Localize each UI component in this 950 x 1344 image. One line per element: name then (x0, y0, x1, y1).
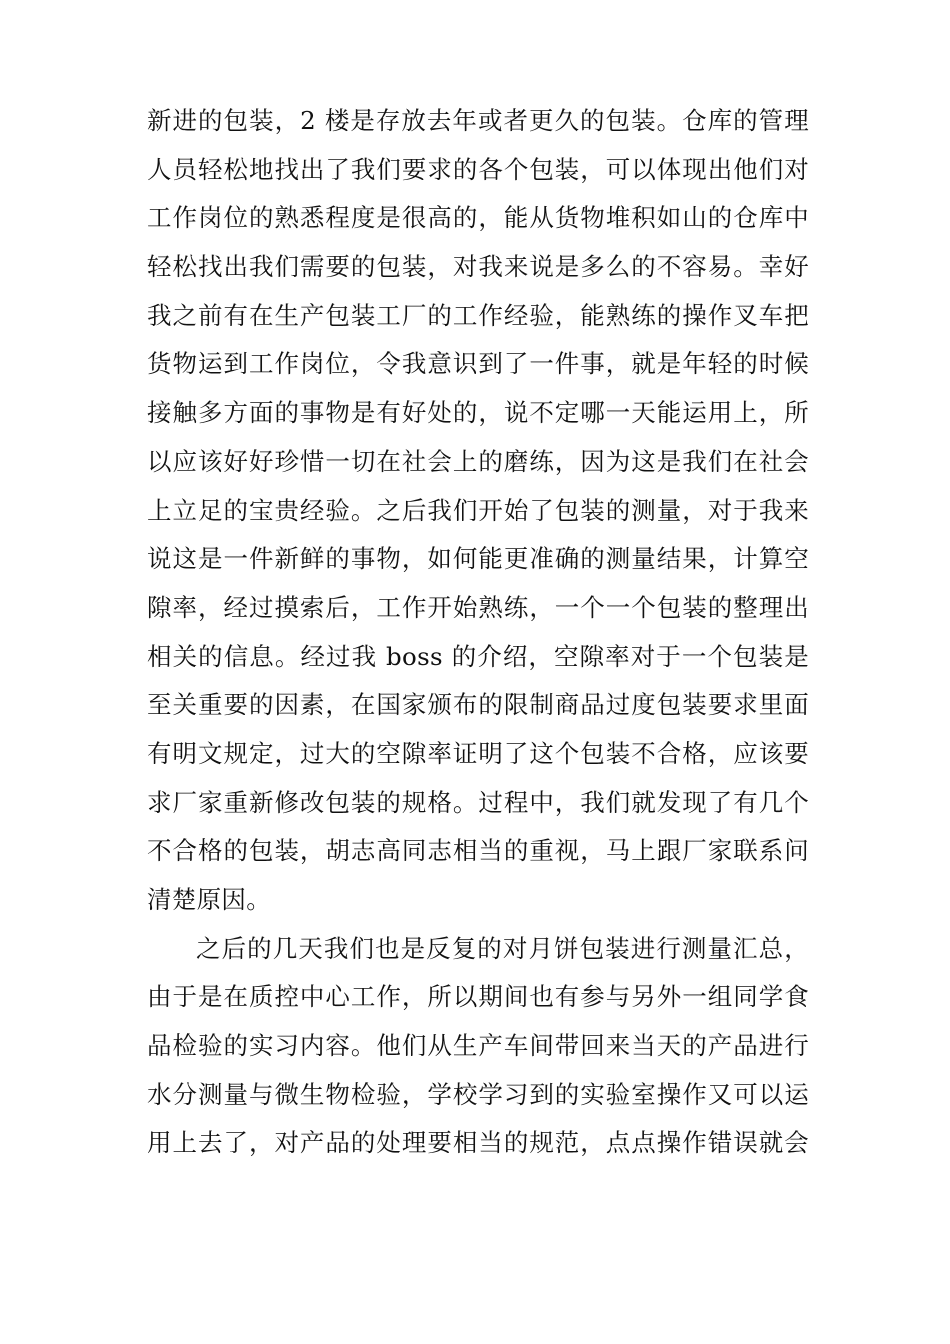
paragraph-2 (147, 925, 809, 1168)
text-line: 隙率，经过摸索后，工作开始熟练，一个一个包装的整理出 (147, 592, 809, 622)
text-line: 之后的几天我们也是反复的对月饼包装进行测量汇总， (196, 933, 809, 963)
text-line: 求厂家重新修改包装的规格。过程中，我们就发现了有几个 (147, 787, 809, 817)
text-line: 至关重要的因素，在国家颁布的限制商品过度包装要求里面 (147, 690, 809, 720)
text-line: 说这是一件新鲜的事物，如何能更准确的测量结果，计算空 (147, 544, 809, 574)
text-line: 上立足的宝贵经验。之后我们开始了包装的测量，对于我来 (147, 495, 809, 525)
text-line: 品检验的实习内容。他们从生产车间带回来当天的产品进行 (147, 1031, 809, 1061)
text-line: 货物运到工作岗位，令我意识到了一件事，就是年轻的时候 (147, 349, 809, 379)
text-line: 轻松找出我们需要的包装，对我来说是多么的不容易。幸好 (147, 252, 809, 282)
text-line: 工作岗位的熟悉程度是很高的，能从货物堆积如山的仓库中 (147, 203, 809, 233)
text-line: 不合格的包装，胡志高同志相当的重视，马上跟厂家联系问 (147, 836, 809, 866)
text-line: 清楚原因。 (147, 885, 271, 914)
text-line: 由于是在质控中心工作，所以期间也有参与另外一组同学食 (147, 982, 809, 1012)
text-line: 有明文规定，过大的空隙率证明了这个包装不合格，应该要 (147, 738, 809, 768)
paragraph-1 (147, 97, 809, 925)
text-line: 用上去了，对产品的处理要相当的规范，点点操作错误就会 (147, 1128, 809, 1158)
body-text (147, 97, 809, 1168)
text-line: 水分测量与微生物检验，学校学习到的实验室操作又可以运 (147, 1079, 809, 1109)
text-line: 接触多方面的事物是有好处的，说不定哪一天能运用上，所 (147, 398, 809, 428)
text-line: 以应该好好珍惜一切在社会上的磨练，因为这是我们在社会 (147, 446, 809, 476)
text-line: 新进的包装，2 楼是存放去年或者更久的包装。仓库的管理 (147, 106, 809, 135)
text-line: 相关的信息。经过我 boss 的介绍，空隙率对于一个包装是 (147, 641, 809, 671)
text-line: 人员轻松地找出了我们要求的各个包装，可以体现出他们对 (147, 154, 809, 184)
text-line: 我之前有在生产包装工厂的工作经验，能熟练的操作叉车把 (147, 300, 809, 330)
